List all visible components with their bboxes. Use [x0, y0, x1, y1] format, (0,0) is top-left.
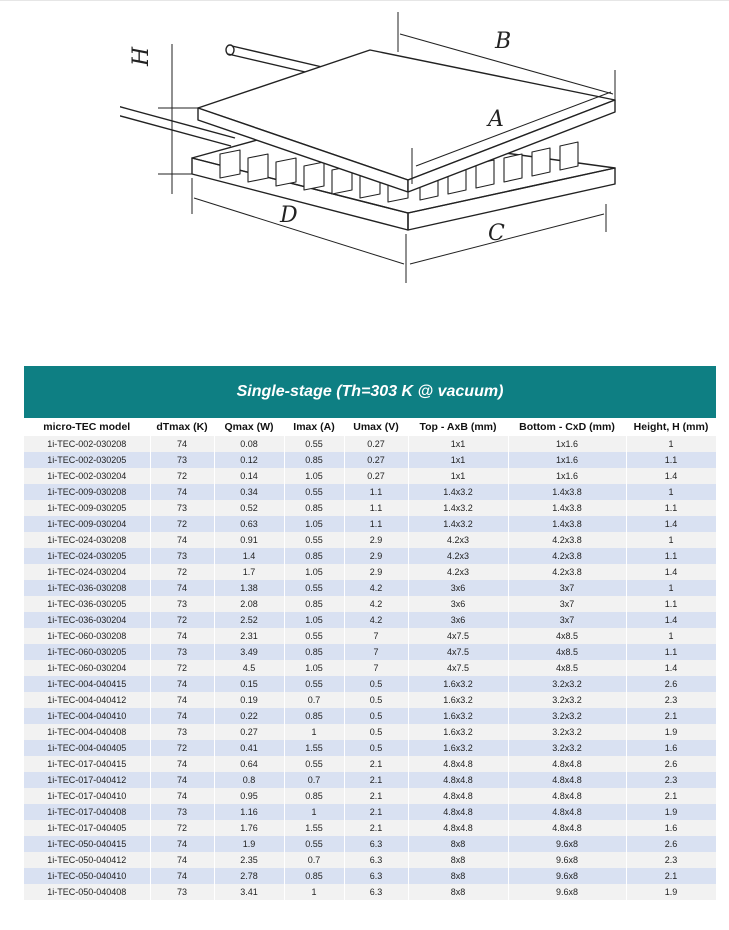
table-cell: 0.55	[284, 836, 344, 852]
table-cell: 1.1	[344, 500, 408, 516]
table-row	[24, 724, 716, 740]
table-cell: 2.1	[626, 868, 716, 884]
table-cell: 1x1	[408, 468, 508, 484]
table-row	[24, 436, 716, 452]
column-header: dTmax (K)	[150, 418, 214, 436]
table-cell: 0.55	[284, 628, 344, 644]
table-cell: 1i-TEC-036-030205	[24, 596, 150, 612]
table-cell: 73	[150, 500, 214, 516]
table-cell: 74	[150, 628, 214, 644]
table-row	[24, 564, 716, 580]
table-cell: 1i-TEC-002-030205	[24, 452, 150, 468]
table-cell: 1.76	[214, 820, 284, 836]
table-cell: 6.3	[344, 836, 408, 852]
table-cell: 0.55	[284, 436, 344, 452]
table-cell: 0.85	[284, 596, 344, 612]
table-row	[24, 516, 716, 532]
table-cell: 1.4x3.8	[508, 484, 626, 500]
table-cell: 1.6x3.2	[408, 740, 508, 756]
table-cell: 2.08	[214, 596, 284, 612]
table-cell: 0.5	[344, 676, 408, 692]
table-cell: 2.31	[214, 628, 284, 644]
table-cell: 0.85	[284, 452, 344, 468]
table-cell: 1.55	[284, 740, 344, 756]
table-cell: 0.63	[214, 516, 284, 532]
table-cell: 4.8x4.8	[408, 804, 508, 820]
table-cell: 1i-TEC-004-040408	[24, 724, 150, 740]
table-cell: 1.7	[214, 564, 284, 580]
table-cell: 0.55	[284, 484, 344, 500]
table-cell: 4.8x4.8	[508, 820, 626, 836]
table-title: Single-stage (Th=303 K @ vacuum)	[24, 366, 716, 418]
table-cell: 0.55	[284, 676, 344, 692]
table-cell: 0.7	[284, 772, 344, 788]
table-cell: 1	[626, 628, 716, 644]
table-cell: 2.6	[626, 756, 716, 772]
table-cell: 1i-TEC-060-030208	[24, 628, 150, 644]
table-cell: 1	[284, 804, 344, 820]
table-cell: 73	[150, 548, 214, 564]
table-cell: 1.1	[626, 500, 716, 516]
table-cell: 2.1	[344, 820, 408, 836]
table-cell: 0.27	[344, 452, 408, 468]
table-cell: 1.4x3.2	[408, 516, 508, 532]
table-cell: 1i-TEC-002-030208	[24, 436, 150, 452]
table-cell: 2.6	[626, 836, 716, 852]
table-cell: 6.3	[344, 884, 408, 900]
table-cell: 3.2x3.2	[508, 708, 626, 724]
table-cell: 1x1	[408, 452, 508, 468]
table-cell: 0.85	[284, 644, 344, 660]
table-cell: 1i-TEC-009-030205	[24, 500, 150, 516]
table-cell: 73	[150, 596, 214, 612]
label-b: B	[495, 29, 512, 54]
table-cell: 0.15	[214, 676, 284, 692]
table-cell: 1.1	[626, 644, 716, 660]
table-cell: 8x8	[408, 884, 508, 900]
table-cell: 4.2x3.8	[508, 564, 626, 580]
table-cell: 1i-TEC-060-030204	[24, 660, 150, 676]
table-cell: 1.4	[626, 612, 716, 628]
table-cell: 9.6x8	[508, 836, 626, 852]
table-cell: 73	[150, 452, 214, 468]
table-cell: 3x6	[408, 612, 508, 628]
table-cell: 0.52	[214, 500, 284, 516]
table-cell: 73	[150, 724, 214, 740]
table-cell: 3.41	[214, 884, 284, 900]
table-cell: 2.1	[626, 788, 716, 804]
table-cell: 74	[150, 484, 214, 500]
table-cell: 1x1.6	[508, 468, 626, 484]
table-cell: 1i-TEC-036-030208	[24, 580, 150, 596]
table-cell: 0.5	[344, 724, 408, 740]
table-cell: 1.9	[626, 804, 716, 820]
table-cell: 1.38	[214, 580, 284, 596]
table-cell: 73	[150, 804, 214, 820]
table-cell: 4.8x4.8	[408, 820, 508, 836]
table-cell: 4.8x4.8	[408, 788, 508, 804]
table-cell: 72	[150, 612, 214, 628]
table-cell: 74	[150, 772, 214, 788]
table-cell: 1.05	[284, 660, 344, 676]
table-cell: 3x6	[408, 596, 508, 612]
column-header: micro-TEC model	[24, 418, 150, 436]
table-cell: 2.1	[344, 772, 408, 788]
table-cell: 0.85	[284, 868, 344, 884]
table-cell: 73	[150, 884, 214, 900]
table-cell: 4.2x3.8	[508, 532, 626, 548]
table-cell: 4.2	[344, 612, 408, 628]
table-cell: 2.3	[626, 772, 716, 788]
table-cell: 1.4	[626, 468, 716, 484]
table-cell: 72	[150, 820, 214, 836]
table-cell: 0.95	[214, 788, 284, 804]
table-cell: 1i-TEC-009-030204	[24, 516, 150, 532]
table-cell: 0.5	[344, 692, 408, 708]
table-cell: 72	[150, 740, 214, 756]
table-cell: 1.4x3.8	[508, 500, 626, 516]
table-cell: 4x8.5	[508, 644, 626, 660]
table-cell: 0.5	[344, 740, 408, 756]
table-cell: 0.08	[214, 436, 284, 452]
table-cell: 1.6x3.2	[408, 708, 508, 724]
table-cell: 0.85	[284, 708, 344, 724]
table-cell: 1.05	[284, 612, 344, 628]
table-row	[24, 836, 716, 852]
table-cell: 0.7	[284, 692, 344, 708]
table-cell: 72	[150, 468, 214, 484]
table-cell: 1.6	[626, 740, 716, 756]
spec-table	[24, 418, 717, 900]
label-d: D	[280, 203, 298, 228]
table-cell: 1i-TEC-024-030204	[24, 564, 150, 580]
column-header: Umax (V)	[344, 418, 408, 436]
table-cell: 1i-TEC-002-030204	[24, 468, 150, 484]
table-cell: 1x1.6	[508, 452, 626, 468]
table-cell: 1i-TEC-017-040405	[24, 820, 150, 836]
table-cell: 0.85	[284, 500, 344, 516]
table-cell: 4.8x4.8	[508, 804, 626, 820]
table-row	[24, 788, 716, 804]
table-row	[24, 852, 716, 868]
table-cell: 73	[150, 644, 214, 660]
table-cell: 3.2x3.2	[508, 692, 626, 708]
table-cell: 0.27	[344, 436, 408, 452]
table-cell: 4.2x3	[408, 564, 508, 580]
column-header: Top - AxB (mm)	[408, 418, 508, 436]
table-cell: 1.1	[626, 596, 716, 612]
table-cell: 74	[150, 836, 214, 852]
table-cell: 0.22	[214, 708, 284, 724]
table-cell: 1i-TEC-004-040415	[24, 676, 150, 692]
table-cell: 1.1	[626, 548, 716, 564]
table-cell: 1	[284, 724, 344, 740]
table-row	[24, 708, 716, 724]
table-cell: 4.2	[344, 596, 408, 612]
table-cell: 3.2x3.2	[508, 676, 626, 692]
table-cell: 6.3	[344, 852, 408, 868]
table-cell: 2.1	[344, 756, 408, 772]
table-cell: 1i-TEC-050-040408	[24, 884, 150, 900]
table-cell: 1i-TEC-004-040412	[24, 692, 150, 708]
table-cell: 1.1	[344, 484, 408, 500]
table-cell: 72	[150, 564, 214, 580]
table-row	[24, 628, 716, 644]
table-cell: 1i-TEC-017-040415	[24, 756, 150, 772]
table-cell: 7	[344, 660, 408, 676]
table-cell: 1.4	[626, 564, 716, 580]
table-cell: 2.1	[344, 804, 408, 820]
table-cell: 1i-TEC-009-030208	[24, 484, 150, 500]
table-cell: 3x6	[408, 580, 508, 596]
table-cell: 1i-TEC-017-040408	[24, 804, 150, 820]
table-cell: 8x8	[408, 868, 508, 884]
table-cell: 4.8x4.8	[508, 756, 626, 772]
table-cell: 7	[344, 628, 408, 644]
column-header: Bottom - CxD (mm)	[508, 418, 626, 436]
table-cell: 1	[284, 884, 344, 900]
table-cell: 2.6	[626, 676, 716, 692]
column-header: Imax (A)	[284, 418, 344, 436]
table-cell: 2.78	[214, 868, 284, 884]
table-cell: 0.8	[214, 772, 284, 788]
table-cell: 4x7.5	[408, 644, 508, 660]
table-cell: 1.6	[626, 820, 716, 836]
table-cell: 1.6x3.2	[408, 676, 508, 692]
table-row	[24, 820, 716, 836]
table-row	[24, 772, 716, 788]
table-cell: 72	[150, 516, 214, 532]
table-cell: 1.4x3.2	[408, 500, 508, 516]
table-cell: 0.85	[284, 548, 344, 564]
table-cell: 74	[150, 532, 214, 548]
table-cell: 1i-TEC-017-040410	[24, 788, 150, 804]
table-row	[24, 468, 716, 484]
page-top-border	[0, 0, 729, 5]
table-cell: 2.9	[344, 564, 408, 580]
table-cell: 1.4x3.8	[508, 516, 626, 532]
table-cell: 2.9	[344, 532, 408, 548]
table-row	[24, 868, 716, 884]
table-cell: 1i-TEC-017-040412	[24, 772, 150, 788]
table-cell: 74	[150, 756, 214, 772]
table-cell: 4.2x3	[408, 532, 508, 548]
table-cell: 1i-TEC-004-040410	[24, 708, 150, 724]
table-cell: 4.8x4.8	[508, 788, 626, 804]
table-row	[24, 644, 716, 660]
table-cell: 1.05	[284, 516, 344, 532]
column-header: Qmax (W)	[214, 418, 284, 436]
table-cell: 3.2x3.2	[508, 740, 626, 756]
table-row	[24, 484, 716, 500]
table-cell: 8x8	[408, 852, 508, 868]
table-cell: 1i-TEC-024-030208	[24, 532, 150, 548]
table-row	[24, 452, 716, 468]
table-cell: 74	[150, 692, 214, 708]
table-cell: 1.4	[626, 516, 716, 532]
table-cell: 1.4	[626, 660, 716, 676]
table-row	[24, 756, 716, 772]
table-cell: 1.05	[284, 468, 344, 484]
table-cell: 1i-TEC-024-030205	[24, 548, 150, 564]
table-cell: 1i-TEC-036-030204	[24, 612, 150, 628]
tec-module-diagram	[120, 8, 640, 293]
table-cell: 0.14	[214, 468, 284, 484]
table-cell: 0.55	[284, 580, 344, 596]
table-cell: 0.41	[214, 740, 284, 756]
table-cell: 1	[626, 484, 716, 500]
table-cell: 4.8x4.8	[408, 772, 508, 788]
table-cell: 0.34	[214, 484, 284, 500]
table-cell: 2.35	[214, 852, 284, 868]
table-cell: 1x1	[408, 436, 508, 452]
table-cell: 1	[626, 580, 716, 596]
table-cell: 2.3	[626, 692, 716, 708]
table-cell: 1i-TEC-060-030205	[24, 644, 150, 660]
table-cell: 74	[150, 580, 214, 596]
table-cell: 4.8x4.8	[408, 756, 508, 772]
table-cell: 4.2	[344, 580, 408, 596]
table-cell: 0.5	[344, 708, 408, 724]
table-cell: 1i-TEC-050-040412	[24, 852, 150, 868]
label-h: H	[129, 46, 154, 66]
table-cell: 74	[150, 868, 214, 884]
table-cell: 1i-TEC-050-040410	[24, 868, 150, 884]
table-row	[24, 500, 716, 516]
table-row	[24, 660, 716, 676]
table-row	[24, 692, 716, 708]
table-cell: 1x1.6	[508, 436, 626, 452]
table-cell: 3x7	[508, 612, 626, 628]
table-cell: 0.64	[214, 756, 284, 772]
table-row	[24, 580, 716, 596]
table-cell: 4.2x3.8	[508, 548, 626, 564]
table-cell: 4.8x4.8	[508, 772, 626, 788]
table-cell: 4x7.5	[408, 660, 508, 676]
table-cell: 0.85	[284, 788, 344, 804]
table-cell: 9.6x8	[508, 884, 626, 900]
table-body	[24, 436, 716, 900]
table-cell: 1i-TEC-004-040405	[24, 740, 150, 756]
table-cell: 3.49	[214, 644, 284, 660]
table-cell: 0.91	[214, 532, 284, 548]
table-cell: 9.6x8	[508, 852, 626, 868]
table-cell: 1.6x3.2	[408, 724, 508, 740]
spec-table-container	[24, 366, 716, 900]
label-c: C	[488, 221, 505, 246]
dimension-c	[410, 204, 606, 264]
table-row	[24, 740, 716, 756]
table-cell: 0.19	[214, 692, 284, 708]
table-cell: 1.4	[214, 548, 284, 564]
table-cell: 0.12	[214, 452, 284, 468]
table-row	[24, 676, 716, 692]
table-cell: 4x8.5	[508, 660, 626, 676]
table-cell: 0.55	[284, 756, 344, 772]
table-cell: 74	[150, 852, 214, 868]
table-cell: 1.9	[626, 724, 716, 740]
table-cell: 1i-TEC-050-040415	[24, 836, 150, 852]
table-header-row	[24, 418, 716, 436]
table-cell: 1	[626, 436, 716, 452]
table-cell: 1.9	[626, 884, 716, 900]
table-cell: 3x7	[508, 580, 626, 596]
table-row	[24, 532, 716, 548]
table-cell: 8x8	[408, 836, 508, 852]
table-cell: 1.6x3.2	[408, 692, 508, 708]
table-row	[24, 804, 716, 820]
table-row	[24, 612, 716, 628]
table-cell: 1	[626, 532, 716, 548]
table-cell: 4.2x3	[408, 548, 508, 564]
label-a: A	[488, 107, 504, 132]
table-cell: 74	[150, 708, 214, 724]
table-cell: 0.27	[214, 724, 284, 740]
table-cell: 7	[344, 644, 408, 660]
table-cell: 2.3	[626, 852, 716, 868]
table-cell: 6.3	[344, 868, 408, 884]
table-cell: 2.1	[626, 708, 716, 724]
table-cell: 0.7	[284, 852, 344, 868]
table-cell: 0.55	[284, 532, 344, 548]
table-cell: 1.4x3.2	[408, 484, 508, 500]
table-cell: 4x8.5	[508, 628, 626, 644]
table-row	[24, 548, 716, 564]
table-cell: 4.5	[214, 660, 284, 676]
table-cell: 74	[150, 676, 214, 692]
table-cell: 2.1	[344, 788, 408, 804]
table-cell: 3.2x3.2	[508, 724, 626, 740]
table-cell: 1.1	[344, 516, 408, 532]
tec-drawing-svg	[120, 8, 640, 293]
table-cell: 3x7	[508, 596, 626, 612]
table-cell: 74	[150, 788, 214, 804]
table-row	[24, 596, 716, 612]
table-cell: 1.05	[284, 564, 344, 580]
table-cell: 1.9	[214, 836, 284, 852]
table-cell: 1.55	[284, 820, 344, 836]
table-row	[24, 884, 716, 900]
table-cell: 74	[150, 436, 214, 452]
table-cell: 1.16	[214, 804, 284, 820]
table-cell: 72	[150, 660, 214, 676]
table-cell: 2.52	[214, 612, 284, 628]
table-cell: 0.27	[344, 468, 408, 484]
table-cell: 2.9	[344, 548, 408, 564]
table-cell: 4x7.5	[408, 628, 508, 644]
column-header: Height, H (mm)	[626, 418, 716, 436]
table-cell: 1.1	[626, 452, 716, 468]
table-cell: 9.6x8	[508, 868, 626, 884]
